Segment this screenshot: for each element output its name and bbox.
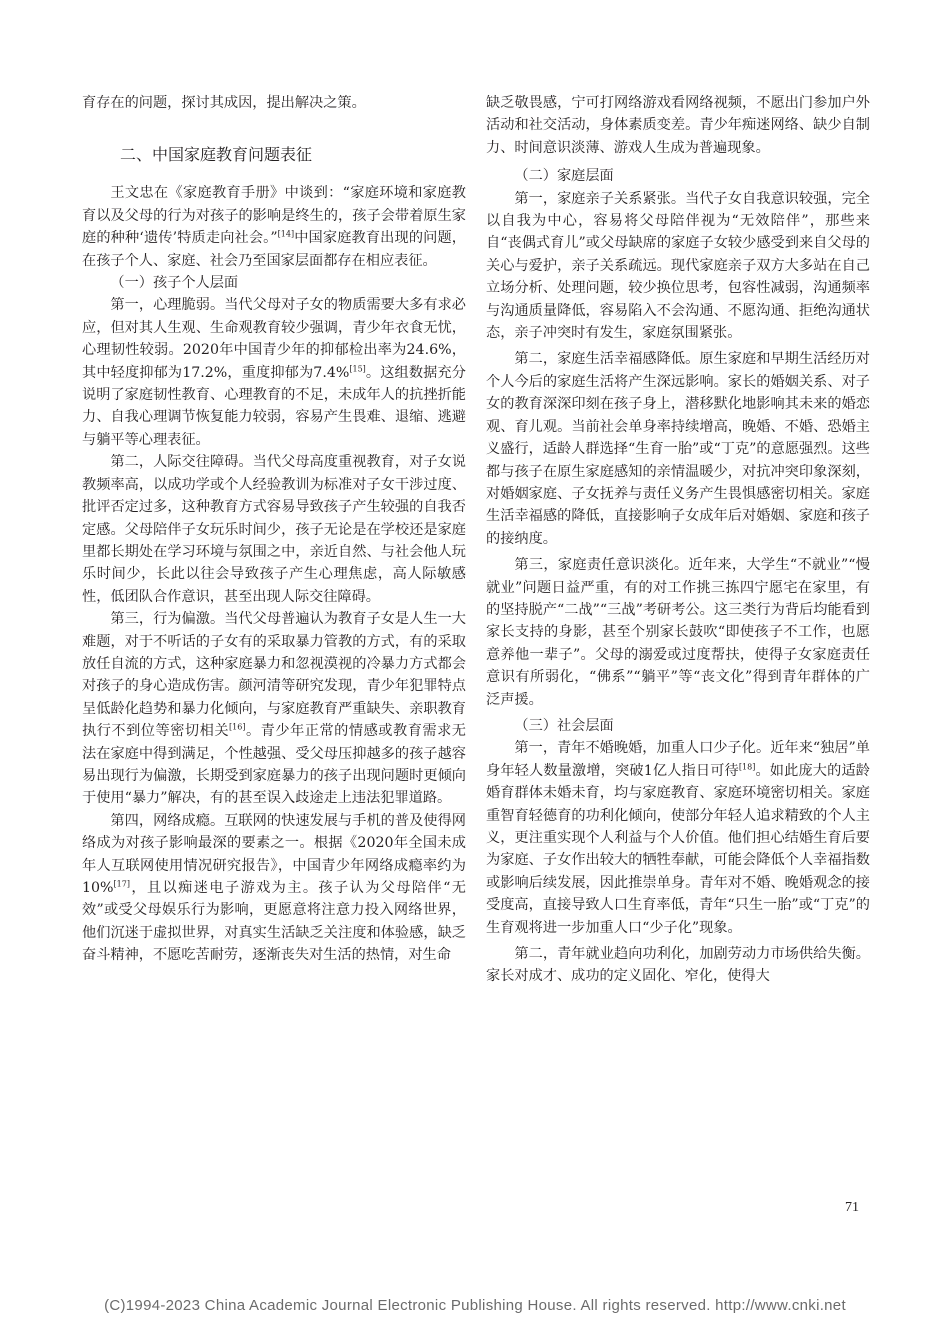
- page-number: 71: [845, 1200, 859, 1215]
- p3-text-a: 第三，行为偏激。当代父母普遍认为教育子女是人生一大难题，对于不听话的子女有的采取暴力管教的方式，有的采取放任自流的方式，这种家庭暴力和忽视漠视的冷暴力方式都会对孩子的身心造成伤害。颜河清等研究发现，青少年犯罪特点呈低龄化趋势和暴力化倾向，与家庭教育严重缺失、亲职教育执行不到位等密切相关: [82, 611, 466, 740]
- right-column: [486, 92, 870, 988]
- intro-text-b: 中国家庭教育出现的问题，在孩子个人、家庭、社会乃至国家层面都存在相应表征。: [82, 230, 466, 269]
- paragraph-parent-child-tension: 第一，家庭亲子关系紧张。当代子女自我意识较强，完全以自我为中心，容易将父母陪伴视为“无效陪伴”，那些来自“丧偶式育儿”或父母缺席的家庭子女较少感受到来自父母的关心与爱护，亲子关系疏远。现代家庭亲子双方大多站在自己立场分析、处理问题，较少换位思考，包容性减弱，沟通频率与沟通质量降低，容易陷入不会沟通、不愿沟通、拒绝沟通状态，亲子冲突时有发生，家庭氛围紧张。: [486, 190, 870, 342]
- paragraph-intro: [82, 182, 466, 272]
- paragraph-continuation: 育存在的问题，探讨其成因，提出解决之策。: [82, 95, 366, 111]
- p1-text-b: 。这组数据充分说明了家庭韧性教育、心理教育的不足，未成年人的抗挫折能力、自我心理调节恢复能力较弱，容易产生畏难、退缩、逃避与躺平等心理表征。: [82, 364, 466, 448]
- citation-16: [16]: [229, 722, 246, 732]
- p3-text-b: 。青少年正常的情感或教育需求无法在家庭中得到满足，个性越强、受父母压抑越多的孩子越容易出现行为偏激，长期受到家庭暴力的孩子出现问题时更倾向于使用“暴力”解决，有的甚至误入歧途走上违法犯罪道路。: [82, 723, 466, 807]
- copyright-footer: (C)1994-2023 China Academic Journal Electronic Publishing House. All rights reserved. http://www.cnki.net: [104, 1297, 846, 1314]
- sub-heading-society: （三）社会层面: [514, 717, 614, 734]
- section-heading: 二、中国家庭教育问题表征: [120, 145, 313, 165]
- paragraph-employment-utilitarian: 第二，青年就业趋向功利化，加剧劳动力市场供给失衡。家长对成才、成功的定义固化、窄化，使得大: [486, 946, 870, 985]
- citation-18: [18]: [738, 762, 756, 772]
- paragraph-late-marriage: [486, 737, 870, 939]
- p4-text-b: ，且以痴迷电子游戏为主。孩子认为父母陪伴“无效”或受父母娱乐行为影响，更愿意将注意力投入网络世界，他们沉迷于虚拟世界，对真实生活缺乏关注度和体验感，缺乏奋斗精神，不愿吃苦耐劳，逐渐丧失对生活的热情，对生命: [82, 880, 466, 964]
- paragraph-extreme-behavior: [82, 608, 466, 810]
- paragraph-internet-addiction-continued: 缺乏敬畏感，宁可打网络游戏看网络视频，不愿出门参加户外活动和社交活动，身体素质变差。青少年痴迷网络、缺少自制力、时间意识淡薄、游戏人生成为普遍现象。: [486, 95, 870, 156]
- p1-text-a: 第一，心理脆弱。当代父母对子女的物质需要大多有求必应，但对其人生观、生命观教育较少强调，青少年衣食无忧，心理韧性较弱。2020年中国青少年的抑郁检出率为24.6%，其中轻度抑郁为17.2%，重度抑郁为7.4%: [82, 297, 466, 381]
- intro-text-a: 王文忠在《家庭教育手册》中谈到：“家庭环境和家庭教育以及父母的行为对孩子的影响是终生的，孩子会带着原生家庭的种种‘遗传’特质走向社会。”: [82, 185, 466, 247]
- citation-14: [14]: [277, 229, 295, 239]
- paragraph-family-happiness: 第二，家庭生活幸福感降低。原生家庭和早期生活经历对个人今后的家庭生活将产生深远影响。家长的婚姻关系、对子女的教育深深印刻在孩子身上，潜移默化地影响其未来的婚恋观、育儿观。当前社会单身率持续增高，晚婚、不婚、恐婚主义盛行，适龄人群选择“生育一胎”或“丁克”的意愿强烈。这些都与孩子在原生家庭感知的亲情温暖少，对抗冲突印象深刻，对婚姻家庭、子女抚养与责任义务产生畏惧感密切相关。家庭生活幸福感的降低，直接影响子女成年后对婚姻、家庭和孩子的接纳度。: [486, 351, 870, 547]
- paragraph-internet-addiction: [82, 810, 466, 967]
- sub-heading-individual: （一）孩子个人层面: [110, 275, 239, 292]
- p8-text-b: 。如此庞大的适龄婚育群体未婚未育，均与家庭教育、家庭环境密切相关。家庭重智育轻德育的功利化倾向，使部分年轻人追求精致的个人主义，更注重实现个人利益与个人价值。他们担心结婚生育后要为家庭、子女作出较大的牺牲奉献，可能会降低个人幸福指数或影响后续发展，因此推崇单身。青年对不婚、晚婚观念的接受度高，直接导致人口生育率低，青年“只生一胎”或“丁克”的生育观将进一步加重人口“少子化”现象。: [486, 762, 870, 936]
- paragraph-family-responsibility: 第三，家庭责任意识淡化。近年来，大学生“不就业”“慢就业”问题日益严重，有的对工作挑三拣四宁愿宅在家里，有的坚持脱产“二战”“三战”考研考公。这三类行为背后均能看到家长支持的身影，甚至个别家长鼓吹“即使孩子不工作，也愿意养他一辈子”。父母的溺爱或过度帮扶，使得子女家庭责任意识有所弱化，“佛系”“躺平”等“丧文化”得到青年群体的广泛声援。: [486, 557, 870, 708]
- sub-heading-family: （二）家庭层面: [514, 168, 614, 185]
- paragraph-psychological-fragility: [82, 294, 466, 451]
- p4-text-a: 第四，网络成瘾。互联网的快速发展与手机的普及使得网络成为对孩子影响最深的要素之一。根据《2020年全国未成年人互联网使用情况研究报告》，中国青少年网络成瘾率约为10%: [82, 812, 466, 896]
- citation-17: [17]: [113, 879, 130, 889]
- paragraph-social-barrier: 第二，人际交往障碍。当代父母高度重视教育，对子女说教频率高，以成功学或个人经验教训为标准对子女干涉过度、批评否定过多，这种教育方式容易导致孩子产生较强的自我否定感。父母陪伴子女玩乐时间少，孩子无论是在学校还是家庭里都长期处在学习环境与氛围之中，亲近自然、与社会他人玩乐时间少，长此以往会导致孩子产生心理焦虑，高人际敏感性，低团队合作意识，甚至出现人际交往障碍。: [82, 454, 466, 605]
- left-column: [82, 92, 466, 967]
- p8-text-a: 第一，青年不婚晚婚，加重人口少子化。近年来“独居”单身年轻人数量激增，突破1亿人指日可待: [486, 740, 870, 779]
- citation-15: [15]: [349, 363, 366, 373]
